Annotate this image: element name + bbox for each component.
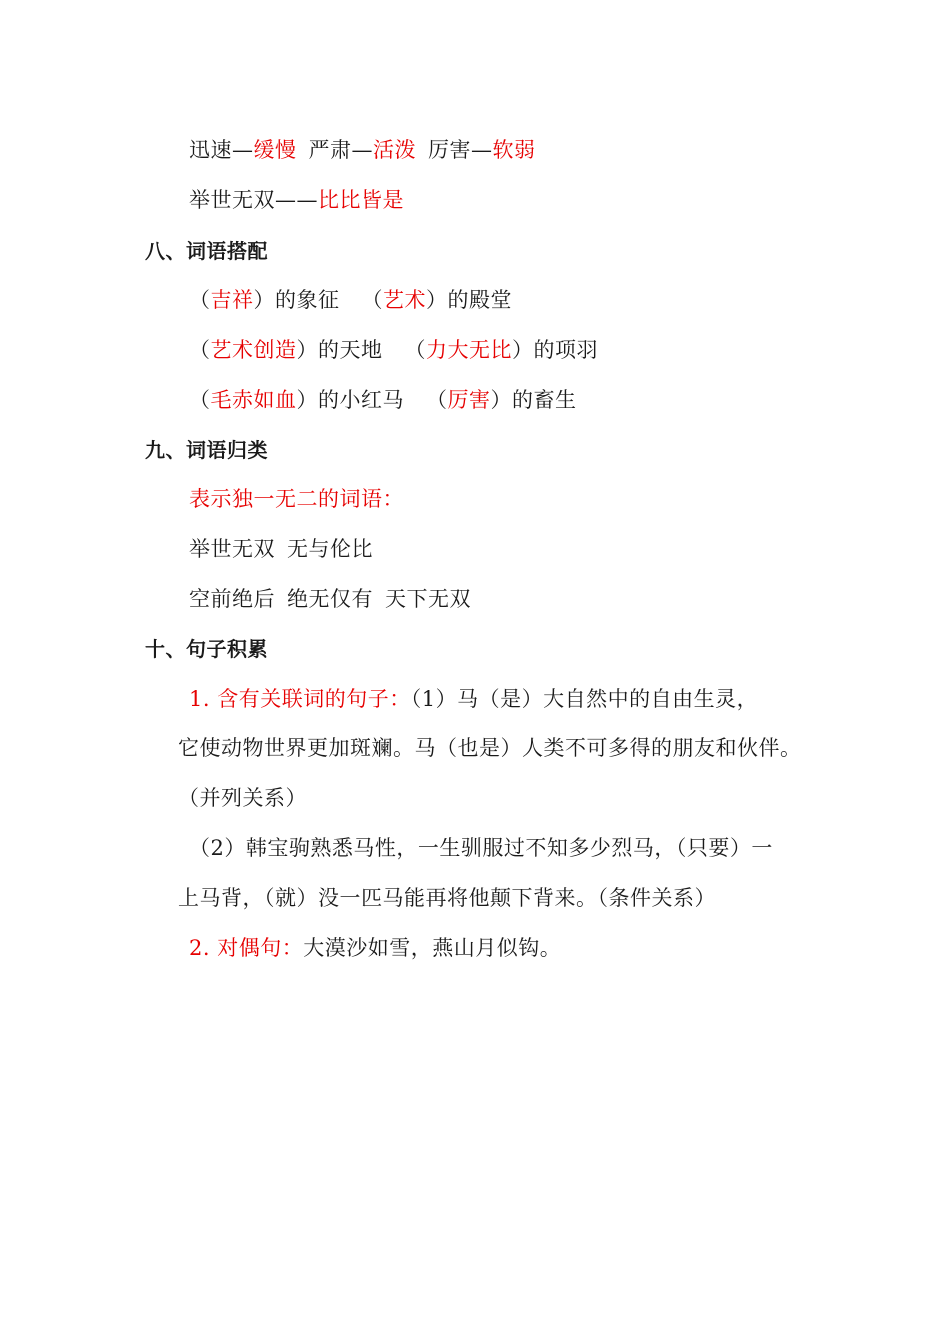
collocation-answer: 厉害	[447, 388, 491, 412]
section-8-heading: 八、词语搭配	[145, 239, 268, 263]
antonym-dash: —	[232, 138, 254, 162]
collocation-answer: 力大无比	[426, 338, 512, 362]
sentence-item-1-line-2: 它使动物世界更加斑斓。马（也是）人类不可多得的朋友和伙伴。	[178, 736, 802, 760]
category-word: 举世无双	[189, 537, 275, 561]
antonym-word: 举世无双	[189, 188, 275, 212]
sentence-item-2-line-2: 上马背，（就）没一匹马能再将他颠下背来。（条件关系）	[178, 886, 716, 910]
category-word: 天下无双	[385, 587, 471, 611]
antonym-word: 厉害	[428, 138, 471, 162]
antonym-word: 严肃	[308, 138, 352, 162]
collocation-row-2: （艺术创造）的天地 （力大无比）的项羽	[189, 338, 598, 362]
collocation-row-3: （毛赤如血）的小红马 （厉害）的畜生	[189, 388, 577, 412]
antonym-word: 迅速	[189, 138, 232, 162]
antonym-answer: 比比皆是	[318, 188, 404, 212]
sentence-item-3	[189, 933, 561, 963]
collocation-answer: 吉祥	[210, 288, 254, 312]
collocation-answer: 艺术创造	[210, 338, 297, 362]
antonym-answer: 软弱	[492, 138, 536, 162]
item-3-text: 大漠沙如雪，燕山月似钩。	[303, 936, 562, 960]
collocation-answer: 艺术	[383, 288, 426, 312]
category-label: 表示独一无二的词语：	[189, 487, 404, 511]
item-1-label: 1. 含有关联词的句子：	[189, 687, 411, 711]
category-word: 无与伦比	[287, 537, 373, 561]
item-3-label: 2. 对偶句：	[189, 936, 304, 960]
antonym-dash: ——	[275, 188, 318, 212]
antonym-answer: 活泼	[373, 138, 416, 162]
antonym-dash: —	[471, 138, 493, 162]
antonym-row-2	[189, 185, 404, 215]
collocation-rest: 的天地	[318, 338, 383, 362]
collocation-answer: 毛赤如血	[210, 388, 297, 412]
collocation-rest: 的项羽	[533, 338, 598, 362]
category-word: 绝无仅有	[287, 587, 373, 611]
collocation-row-1: （吉祥）的象征 （艺术）的殿堂	[189, 288, 512, 312]
antonym-answer: 缓慢	[253, 138, 297, 162]
section-10-heading: 十、句子积累	[145, 637, 268, 661]
sentence-item-1-line-3: （并列关系）	[178, 786, 307, 810]
collocation-rest: 的象征	[275, 288, 340, 312]
section-9-heading: 九、词语归类	[145, 438, 268, 462]
item-1-text: （1）马（是）大自然中的自由生灵，	[410, 687, 759, 711]
category-word: 空前绝后	[189, 587, 275, 611]
category-words-2	[189, 584, 471, 614]
antonym-row-1	[189, 135, 536, 165]
sentence-item-1-line-1	[189, 684, 758, 714]
collocation-rest: 的殿堂	[447, 288, 512, 312]
sentence-item-2-line-1: （2）韩宝驹熟悉马性，一生驯服过不知多少烈马，（只要）一	[189, 836, 773, 860]
category-words-1	[189, 534, 373, 564]
collocation-rest: 的小红马	[318, 388, 404, 412]
collocation-rest: 的畜生	[512, 388, 577, 412]
antonym-dash: —	[351, 138, 373, 162]
